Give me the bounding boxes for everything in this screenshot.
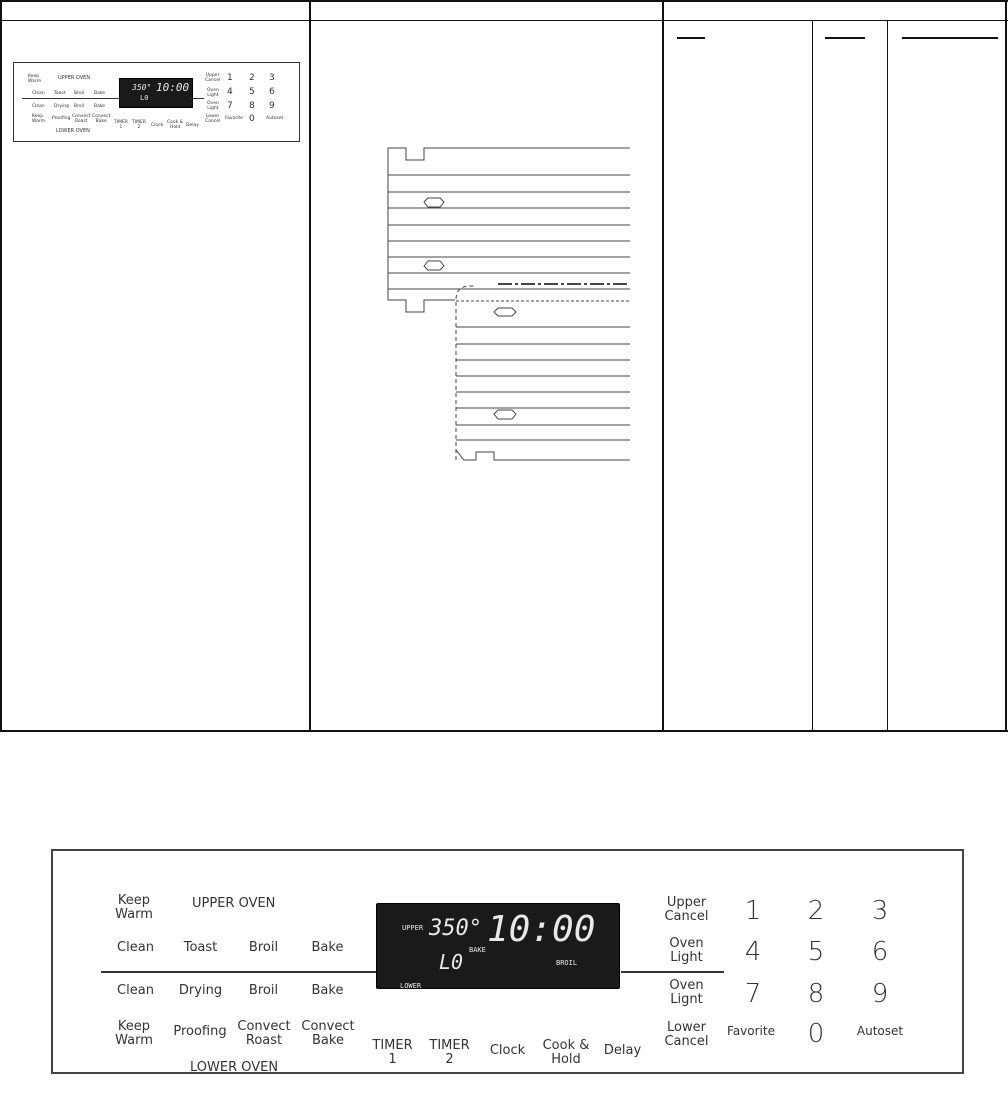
small-upper-broil: Broil: [74, 91, 85, 96]
small-digit-4: 4: [227, 87, 233, 97]
table-top-border: [0, 0, 1008, 2]
small-lower-cancel: Lower Cancel: [205, 114, 221, 124]
autoset-button[interactable]: Autoset: [856, 1024, 904, 1038]
small-lower-clean: Clean: [32, 104, 45, 109]
lower-clean-button[interactable]: Clean: [117, 983, 154, 998]
small-digit-0: 0: [249, 114, 255, 124]
upper-bake-button[interactable]: Bake: [311, 940, 344, 955]
lcd-lo-indicator: L0: [439, 950, 464, 974]
small-convect-roast: Convect Roast: [72, 114, 91, 124]
upper-lower-divider-left: [101, 971, 377, 973]
oven-rack-diagram: [380, 140, 640, 470]
upper-oven-cavity: [388, 148, 630, 312]
upper-oven-label: UPPER OVEN: [192, 896, 276, 911]
timer-2-button[interactable]: TIMER 2: [429, 1038, 470, 1067]
table-col-divider-3: [812, 20, 813, 732]
col-header-mark-3: [902, 37, 998, 39]
small-convect-bake: Convect Bake: [92, 114, 111, 124]
small-lower-oven-label: LOWER OVEN: [56, 128, 90, 134]
lower-oven-label: LOWER OVEN: [190, 1060, 279, 1075]
digit-5-button[interactable]: 5: [807, 937, 825, 967]
digit-3-button[interactable]: 3: [871, 896, 889, 926]
digit-6-button[interactable]: 6: [871, 937, 889, 967]
small-delay: Delay: [186, 123, 199, 128]
lower-rack-stop: [494, 308, 516, 316]
favorite-button[interactable]: Favorite: [727, 1024, 775, 1038]
lcd-upper-label: UPPER: [402, 924, 424, 932]
oven-light-lower-button[interactable]: Oven Lignt: [669, 978, 704, 1007]
small-divider-right: [190, 98, 204, 99]
small-digit-8: 8: [249, 101, 255, 111]
control-panel: [51, 849, 964, 1074]
upper-toast-button[interactable]: Toast: [183, 940, 218, 955]
table-col-divider-4: [887, 20, 888, 732]
small-autoset: Autoset: [266, 116, 284, 121]
small-oven-light-1: Oven Light: [207, 88, 219, 98]
table-left-border: [0, 0, 2, 732]
small-upper-clean: Clean: [32, 91, 45, 96]
digit-1-button[interactable]: 1: [744, 896, 762, 926]
digit-7-button[interactable]: 7: [744, 979, 762, 1009]
table-bottom-border: [0, 730, 1008, 732]
table-col-divider-1: [309, 0, 311, 732]
upper-cavity-top: [388, 148, 630, 160]
lcd-broil-label: BROIL: [556, 959, 578, 967]
small-digit-3: 3: [269, 73, 275, 83]
digit-2-button[interactable]: 2: [807, 896, 825, 926]
small-oven-light-2: Oven Light: [207, 101, 219, 111]
lcd-time: 10:00: [487, 909, 596, 950]
delay-button[interactable]: Delay: [603, 1043, 642, 1058]
lcd-temperature: 350°: [429, 916, 482, 941]
small-lower-keep-warm: Keep Warm: [32, 114, 46, 124]
upper-rack-stop: [424, 261, 444, 270]
digit-0-button[interactable]: 0: [807, 1019, 825, 1049]
lower-broil-button[interactable]: Broil: [248, 983, 279, 998]
small-lower-drying: Drying: [54, 104, 69, 109]
digit-8-button[interactable]: 8: [807, 979, 825, 1009]
lower-bake-button[interactable]: Bake: [311, 983, 344, 998]
small-upper-bake: Bake: [94, 91, 106, 96]
small-lower-bake: Bake: [94, 104, 106, 109]
digit-9-button[interactable]: 9: [871, 979, 889, 1009]
small-upper-cancel: Upper Cancel: [205, 73, 221, 83]
col-header-mark-1: [677, 37, 705, 39]
small-lcd-lo: L0: [140, 94, 149, 102]
timer-1-button[interactable]: TIMER 1: [372, 1038, 413, 1067]
small-digit-7: 7: [227, 101, 233, 111]
upper-lower-divider-right: [621, 971, 724, 973]
digit-4-button[interactable]: 4: [744, 937, 762, 967]
upper-rack-stop: [424, 198, 444, 207]
small-lcd-time: 10:00: [156, 81, 190, 94]
table-col-divider-2: [662, 0, 664, 732]
table-header-divider: [0, 20, 1008, 21]
small-lcd-display: [119, 78, 193, 108]
upper-clean-button[interactable]: Clean: [117, 940, 154, 955]
small-digit-6: 6: [269, 87, 275, 97]
small-digit-5: 5: [249, 87, 255, 97]
lower-cavity-outline: [456, 286, 476, 460]
small-control-panel: [13, 62, 300, 142]
lower-drying-button[interactable]: Drying: [178, 983, 223, 998]
lcd-lower-label: LOWER: [400, 982, 422, 990]
oven-light-upper-button[interactable]: Oven Light: [669, 936, 704, 965]
small-keep-warm: Keep Warm: [28, 74, 42, 84]
small-divider-left: [22, 98, 122, 99]
lower-keep-warm-button[interactable]: Keep Warm: [115, 1019, 153, 1048]
lower-cancel-button[interactable]: Lower Cancel: [664, 1020, 709, 1049]
small-proofing: Proofing: [52, 116, 71, 121]
lower-rack-stop: [494, 410, 516, 419]
small-digit-2: 2: [249, 73, 255, 83]
small-lower-broil: Broil: [74, 104, 85, 109]
lcd-bake-label: BAKE: [469, 946, 486, 954]
upper-broil-button[interactable]: Broil: [248, 940, 279, 955]
col-header-mark-2: [825, 37, 865, 39]
small-timer2: TIMER 2: [132, 120, 146, 130]
proofing-button[interactable]: Proofing: [173, 1024, 227, 1039]
small-lcd-temp: 350°: [132, 83, 152, 92]
lower-oven-cavity: [456, 284, 630, 460]
small-clock: Clock: [151, 123, 164, 128]
small-upper-oven-label: UPPER OVEN: [58, 75, 91, 81]
lcd-display: [376, 903, 620, 989]
convect-roast-button[interactable]: Convect Roast: [237, 1019, 291, 1048]
lower-cavity-bottom: [456, 450, 630, 460]
upper-keep-warm-button[interactable]: Keep Warm: [115, 893, 153, 922]
small-digit-1: 1: [227, 73, 233, 83]
table-right-border: [1005, 0, 1007, 732]
upper-cancel-button[interactable]: Upper Cancel: [664, 895, 709, 924]
small-upper-toast: Toast: [54, 91, 66, 96]
small-digit-9: 9: [269, 101, 275, 111]
small-timer1: TIMER 1: [114, 120, 128, 130]
small-favorite: Favorite: [225, 116, 243, 121]
cook-hold-button[interactable]: Cook & Hold: [542, 1038, 590, 1067]
convect-bake-button[interactable]: Convect Bake: [301, 1019, 355, 1048]
clock-button[interactable]: Clock: [489, 1043, 526, 1058]
small-cook-hold: Cook & Hold: [167, 120, 184, 130]
